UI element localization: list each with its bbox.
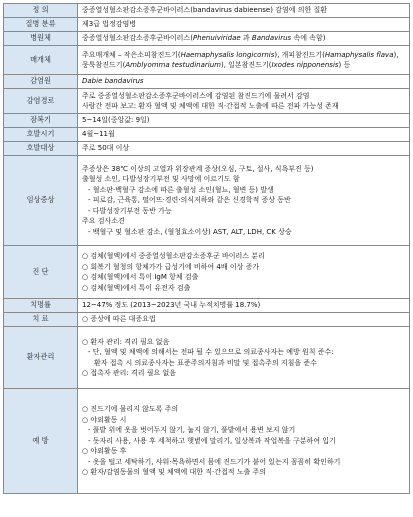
row-treatment [4, 313, 410, 327]
label-season: 호발시기 [4, 128, 78, 142]
label-source: 감염원 [4, 75, 78, 89]
management-line: ○ 환자 관리: 격리 필요 없음 [82, 337, 170, 346]
label-incubation: 잠복기 [4, 114, 78, 128]
diagnosis-line: ○ 검체(혈액)에서 특이 유전자 검출 [82, 283, 191, 292]
label-treatment: 치 료 [4, 313, 78, 327]
prevention-line: ○ 환자/감염동물의 혈액 및 체액에 대한 직·간접적 노출 주의 [82, 468, 267, 477]
value-season: 4월~11월 [78, 128, 410, 142]
label-vector: 매개체 [4, 46, 78, 75]
value-pathogen: 중증열성혈소판감소증후군바이러스(Phenuiviridae 과 Bandavirus 속에 속함) [78, 32, 410, 46]
row-incubation [4, 114, 410, 128]
label-pathogen: 병원체 [4, 32, 78, 46]
row-prevention [4, 389, 410, 494]
symptom-line: - 혈소판·백혈구 감소에 따른 출혈성 소인(혈뇨, 혈변 등) 발생 [88, 185, 274, 194]
diagnosis-line: ○ 회복기 혈청의 항체가가 급성기에 비하여 4배 이상 증가 [82, 262, 260, 271]
row-vector [4, 46, 410, 75]
value-symptoms [78, 156, 410, 246]
value-vector: 주요매개체 – 작은소피참진드기(Haemaphysalis longicornis), 개피참진드기(Hamaphysalis flava), 뭉툭참진드기(Amblyomma testudinarium), 일본참진드기(Ixodes nipponensis) 등 [78, 46, 410, 75]
label-fatality: 치명률 [4, 299, 78, 313]
value-route: 주로 중증열성혈소판감소증후군바이러스에 감염된 참진드기에 물려서 감염 사람간 전파 보고: 환자 혈액 및 체액에 대한 직·간접적 노출에 따른 전파 가능성 존재 [78, 89, 410, 114]
symptom-line: 출혈성 소인, 다발성장기부전 및 사망에 이르기도 함 [82, 175, 240, 184]
prevention-line: - 옷을 털고 세탁하기, 샤워·목욕하면서 몸에 진드기가 붙어 있는지 꼼꼼히 확인하기 [88, 457, 341, 466]
symptom-line: - 다발성장기부전 동반 가능 [88, 206, 172, 215]
row-age [4, 142, 410, 156]
label-management: 환자관리 [4, 327, 78, 389]
symptom-line: 주증상은 38℃ 이상의 고열과 위장관계 증상(오심, 구토, 설사, 식욕부진 등) [82, 164, 314, 173]
management-line: ○ 접촉자 관리: 격리 필요 없음 [82, 369, 176, 377]
value-fatality: 12~47% 정도 (2013~2023년 국내 누적치명률 18.7%) [78, 299, 410, 313]
disease-info-table [3, 3, 410, 494]
row-route [4, 89, 410, 114]
prevention-line: - 풀밭 위에 옷을 벗어두지 않기, 눕지 않기, 풀밭에서 용변 보지 않기 [88, 426, 296, 435]
diagnosis-line: ○ 검체(혈액)에서 중증열성혈소판감소증후군 바이러스 분리 [82, 252, 265, 260]
row-management [4, 327, 410, 389]
value-prevention [78, 389, 410, 494]
label-definition: 정 의 [4, 4, 78, 18]
value-incubation: 5~14일(중앙값: 9일) [78, 114, 410, 128]
prevention-line: - 돗자리 사용, 사용 후 세척하고 햇볕에 말리기, 일상복과 작업복을 구분하여 입기 [88, 436, 336, 445]
label-prevention: 예 방 [4, 389, 78, 494]
row-season [4, 128, 410, 142]
management-line: 환자 접촉 시 의료종사자는 표준주의지침과 비말 및 접촉주의 지침을 준수 [94, 358, 317, 367]
disease-info-sheet [3, 3, 410, 514]
symptom-line: 주요 검사소견 [82, 217, 125, 226]
value-source: Dabie bandavirus [78, 75, 410, 89]
value-treatment: ○ 증상에 따른 대증요법 [78, 313, 410, 327]
value-management [78, 327, 410, 389]
row-diagnosis [4, 246, 410, 299]
symptom-line: - 백혈구 및 혈소판 감소, (혈청효소이상) AST, ALT, LDH, CK 상승 [88, 227, 292, 236]
row-source [4, 75, 410, 89]
label-age: 호발대상 [4, 142, 78, 156]
prevention-line: ○ 진드기에 물리지 않도록 주의 [82, 405, 179, 414]
label-category: 질병 분류 [4, 18, 78, 32]
row-pathogen [4, 32, 410, 46]
value-age: 주로 50대 이상 [78, 142, 410, 156]
label-route: 감염경로 [4, 89, 78, 114]
diagnosis-line: ○ 검체(혈액)에서 특이 IgM 항체 검출 [82, 273, 199, 281]
row-definition [4, 4, 410, 18]
management-line: - 단, 혈액 및 체액에 의해서는 전파 될 수 있으므로 의료종사자는 예방 원칙 준수: [88, 348, 334, 356]
value-diagnosis [78, 246, 410, 299]
label-symptoms: 임상증상 [4, 156, 78, 246]
row-category [4, 18, 410, 32]
row-symptoms [4, 156, 410, 246]
prevention-line: ○ 야외활동 후 [82, 447, 127, 456]
row-fatality [4, 299, 410, 313]
value-definition: 중증열성혈소판감소증후군바이러스(bandavirus dabieense) 감염에 의한 질환 [78, 4, 410, 18]
label-diagnosis: 진 단 [4, 246, 78, 299]
symptom-line: - 피로감, 근육통, 떨어뜨·경련·의식저하와 같은 신경학적 증상 동반 [88, 196, 291, 205]
prevention-line: ○ 야외활동 시 [82, 415, 127, 424]
value-category: 제3급 법정감염병 [78, 18, 410, 32]
